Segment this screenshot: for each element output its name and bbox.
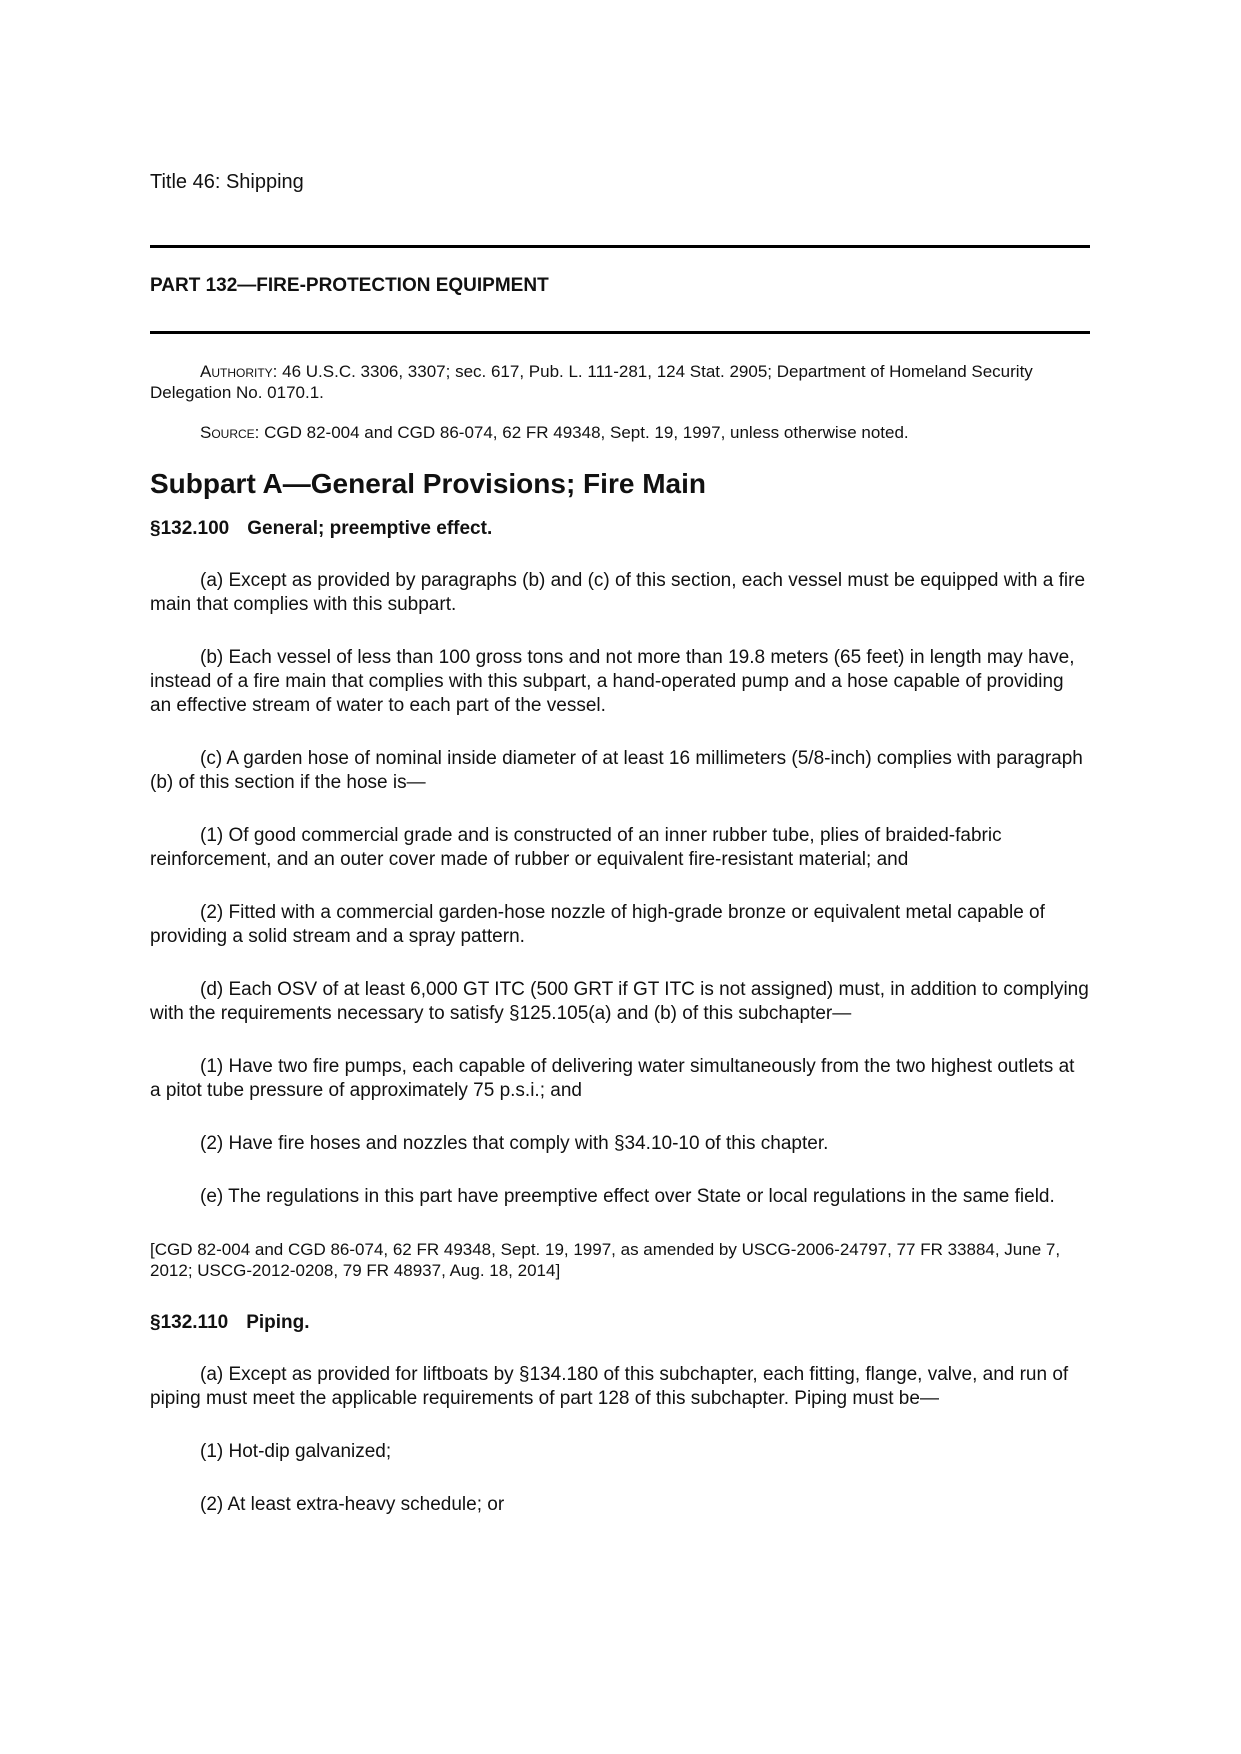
source-label: Source: bbox=[200, 423, 260, 442]
authority-note bbox=[150, 361, 1090, 403]
paragraph-b: (b) Each vessel of less than 100 gross tons and not more than 19.8 meters (65 feet) in length may have, instead of a fire main that complies with this subpart, a hand-operated pump and a hose capable of providing an effective stream of water to each part of the vessel. bbox=[150, 647, 1075, 716]
paragraph-c: (c) A garden hose of nominal inside diameter of at least 16 millimeters (5/8-inch) complies with paragraph (b) of this section if the hose is— bbox=[150, 748, 1083, 793]
paragraph-d-1: (1) Have two fire pumps, each capable of delivering water simultaneously from the two highest outlets at a pitot tube pressure of approximately 75 p.s.i.; and bbox=[150, 1056, 1075, 1101]
source-text: CGD 82-004 and CGD 86-074, 62 FR 49348, Sept. 19, 1997, unless otherwise noted. bbox=[259, 423, 909, 442]
paragraph-c-2: (2) Fitted with a commercial garden-hose nozzle of high-grade bronze or equivalent metal capable of providing a solid stream and a spray pattern. bbox=[150, 902, 1045, 947]
document-title: Title 46: Shipping bbox=[150, 171, 304, 193]
section-number: §132.110 bbox=[150, 1312, 229, 1333]
authority-label: Authority: bbox=[200, 362, 278, 381]
top-rule bbox=[150, 245, 1090, 248]
paragraph-e: (e) The regulations in this part have preemptive effect over State or local regulations in the same field. bbox=[200, 1186, 1055, 1207]
paragraph-d: (d) Each OSV of at least 6,000 GT ITC (500 GRT if GT ITC is not assigned) must, in addition to complying with the requirements necessary to satisfy §125.105(a) and (b) of this subchapter— bbox=[150, 979, 1089, 1024]
bottom-rule bbox=[150, 331, 1090, 334]
section-title: General; preemptive effect. bbox=[247, 518, 493, 539]
section-heading-132-100 bbox=[150, 517, 1090, 541]
piping-paragraph-2: (2) At least extra-heavy schedule; or bbox=[200, 1494, 505, 1515]
source-note bbox=[150, 422, 1090, 443]
paragraph-a: (a) Except as provided by paragraphs (b) and (c) of this section, each vessel must be equipped with a fire main that complies with this subpart. bbox=[150, 570, 1086, 615]
subpart-heading: Subpart A—General Provisions; Fire Main bbox=[150, 468, 706, 499]
paragraph-c-1: (1) Of good commercial grade and is constructed of an inner rubber tube, plies of braided-fabric reinforcement, and an outer cover made of rubber or equivalent fire-resistant material; and bbox=[150, 825, 1002, 870]
authority-text: 46 U.S.C. 3306, 3307; sec. 617, Pub. L. 111-281, 124 Stat. 2905; Department of Homeland Security Delegation No. 0170.1. bbox=[150, 362, 1033, 402]
piping-paragraph-a: (a) Except as provided for liftboats by §134.180 of this subchapter, each fitting, flange, valve, and run of piping must meet the applicable requirements of part 128 of this subchapter. Piping must be— bbox=[150, 1364, 1069, 1409]
section-title: Piping. bbox=[246, 1312, 310, 1333]
document-page bbox=[150, 168, 1090, 1517]
part-heading: PART 132—FIRE-PROTECTION EQUIPMENT bbox=[150, 275, 549, 296]
paragraph-d-2: (2) Have fire hoses and nozzles that comply with §34.10-10 of this chapter. bbox=[200, 1133, 829, 1154]
section-number: §132.100 bbox=[150, 518, 230, 539]
section-heading-132-110 bbox=[150, 1311, 1090, 1335]
amendment-citation: [CGD 82-004 and CGD 86-074, 62 FR 49348, Sept. 19, 1997, as amended by USCG-2006-24797, 77 FR 33884, June 7, 2012; USCG-2012-0208, 79 FR 48937, Aug. 18, 2014] bbox=[150, 1240, 1061, 1280]
piping-paragraph-1: (1) Hot-dip galvanized; bbox=[200, 1441, 392, 1462]
